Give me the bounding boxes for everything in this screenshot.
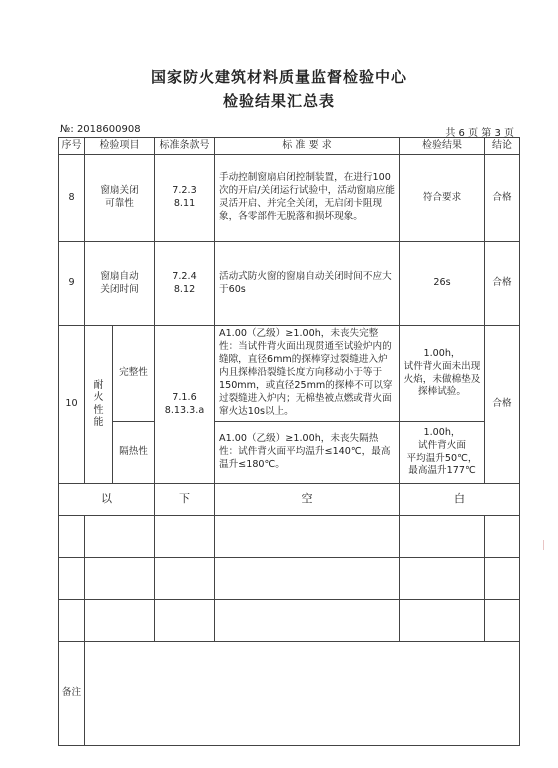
row-item: 窗扇自动 关闭时间: [85, 242, 155, 326]
empty-row: [59, 600, 520, 642]
row-requirement-insulation: A1.00（乙级）≥1.00h，未丧失隔热性：试件背火面平均温升≤140℃，最高温升≤180℃。: [215, 422, 400, 484]
results-table: [58, 137, 520, 746]
empty-row: [59, 516, 520, 558]
table-row: [59, 422, 520, 484]
center-title: 国家防火建筑材料质量监督检验中心: [150, 68, 407, 86]
blank-marker-1: 以: [59, 484, 155, 516]
row-result-integrity: 1.00h， 试件背火面未出现火焰，未做棉垫及探棒试验。: [400, 326, 485, 422]
empty-row: [59, 558, 520, 600]
row-conclusion: 合格: [485, 155, 520, 242]
row-no: 9: [59, 242, 85, 326]
col-header-clause: 标准条款号: [155, 138, 215, 155]
row-requirement-integrity: A1.00（乙级）≥1.00h，未丧失完整性：当试件背火面出现贯通至试验炉内的缝隙，直径6mm的探棒穿过裂缝进入炉内且探棒沿裂缝长度方向移动小于等于150mm，或直径25mm的探棒不可以穿过裂缝进入炉内；无棉垫被点燃或背火面窜火达10s以上。: [215, 326, 400, 422]
row-subitem-integrity: 完整性: [113, 326, 155, 422]
header-row: [59, 138, 520, 155]
row-result-insulation: 1.00h， 试件背火面 平均温升50℃， 最高温升177℃: [400, 422, 485, 484]
remarks-row: [59, 642, 520, 746]
blank-marker-3: 空: [215, 484, 400, 516]
col-header-result: 检验结果: [400, 138, 485, 155]
col-header-requirement: 标 准 要 求: [215, 138, 400, 155]
col-header-conclusion: 结论: [485, 138, 520, 155]
blank-marker-2: 下: [155, 484, 215, 516]
row-no: 10: [59, 326, 85, 484]
row-clause: 7.1.6 8.13.3.a: [155, 326, 215, 484]
row-conclusion: 合格: [485, 242, 520, 326]
remarks-content: [85, 642, 520, 746]
row-item: 窗扇关闭 可靠性: [85, 155, 155, 242]
col-header-no: 序号: [59, 138, 85, 155]
row-result: 符合要求: [400, 155, 485, 242]
row-group-label: 耐 火 性 能: [85, 326, 113, 484]
row-no: 8: [59, 155, 85, 242]
row-result: 26s: [400, 242, 485, 326]
row-requirement: 手动控制窗扇启闭控制装置，在进行100次的开启/关闭运行试验中，活动窗扇应能灵活开启、并完全关闭，无启闭卡阻现象，各零部件无脱落和损坏现象。: [215, 155, 400, 242]
row-subitem-insulation: 隔热性: [113, 422, 155, 484]
row-clause: 7.2.3 8.11: [155, 155, 215, 242]
row-clause: 7.2.4 8.12: [155, 242, 215, 326]
blank-marker-row: [59, 484, 520, 516]
remarks-label: 备注: [59, 642, 85, 746]
blank-marker-4: 白: [400, 484, 520, 516]
table-row: [59, 242, 520, 326]
col-header-item: 检验项目: [85, 138, 155, 155]
table-row: [59, 326, 520, 422]
page-info: 共 6 页 第 3 页: [445, 128, 514, 139]
table-row: [59, 155, 520, 242]
report-number: №: 2018600908: [60, 124, 141, 135]
row-requirement: 活动式防火窗的窗扇自动关闭时间不应大于60s: [215, 242, 400, 326]
edge-stamp-mark: [543, 540, 550, 550]
table-title: 检验结果汇总表: [222, 92, 335, 110]
row-conclusion: 合格: [485, 326, 520, 484]
